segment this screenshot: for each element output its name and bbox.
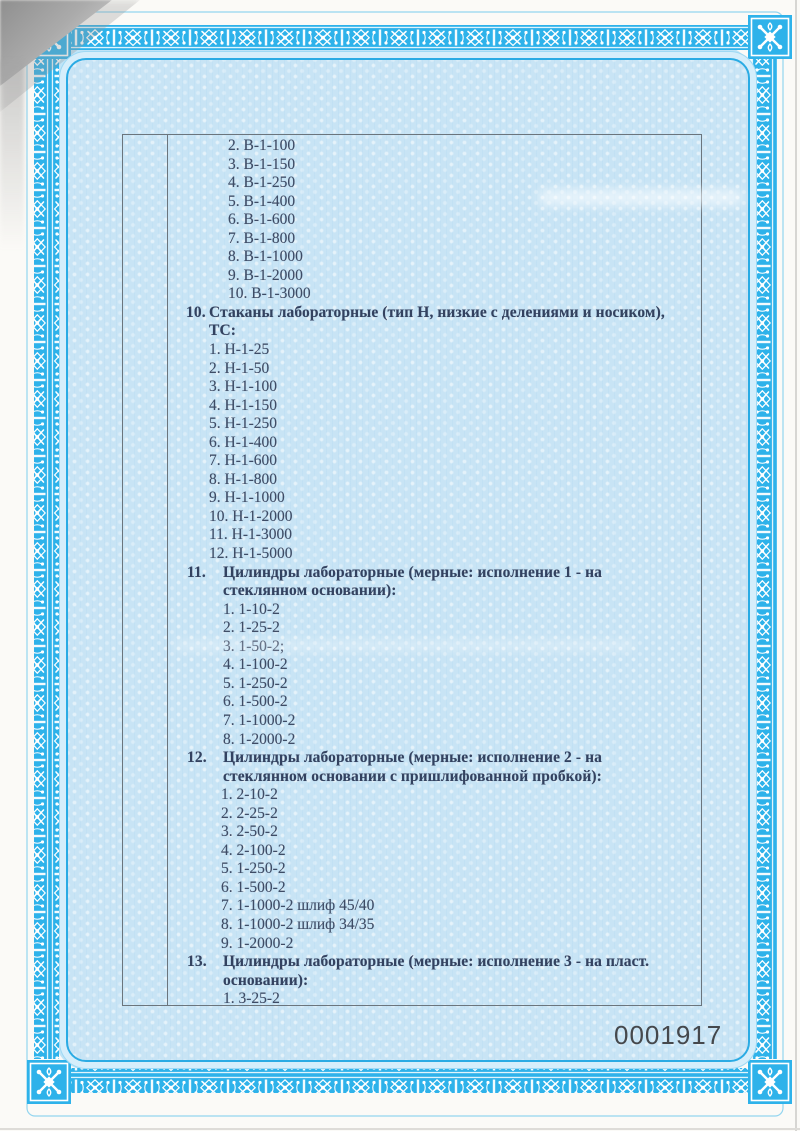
list-item: 7. В-1-800 bbox=[228, 229, 296, 247]
list-item: 4. 1-100-2 bbox=[223, 656, 288, 674]
list-item: 3. 2-50-2 bbox=[221, 823, 278, 841]
list-item: 2. 1-25-2 bbox=[223, 619, 280, 637]
section-number: 12. bbox=[187, 749, 207, 767]
content-table bbox=[122, 134, 702, 1006]
section-header-line: ТС: bbox=[209, 322, 236, 340]
section-header-line: Цилиндры лабораторные (мерные: исполнение 1 - на 11. bbox=[187, 563, 602, 581]
list-item: 5. В-1-400 bbox=[228, 192, 296, 210]
list-item: 5. 1-250-2 bbox=[223, 674, 288, 692]
list-item: 8. 1-1000-2 шлиф 34/35 bbox=[221, 915, 375, 933]
list-item: 4. 2-100-2 bbox=[221, 841, 286, 859]
list-item: 3. 1-50-2; bbox=[223, 637, 285, 655]
certificate-field bbox=[66, 58, 750, 1062]
list-item: 4. В-1-250 bbox=[228, 174, 296, 192]
border-band-right bbox=[752, 59, 777, 1059]
list-item: 10. В-1-3000 bbox=[228, 285, 311, 303]
list-item: 8. В-1-1000 bbox=[228, 248, 303, 266]
list-item: 3. Н-1-100 bbox=[209, 378, 278, 396]
section-number: 13. bbox=[187, 953, 207, 971]
list-item: 5. Н-1-250 bbox=[209, 415, 278, 433]
list-item: 2. Н-1-50 bbox=[209, 359, 270, 377]
list-item: 8. 1-2000-2 bbox=[223, 730, 296, 748]
section-header-line: Цилиндры лабораторные (мерные: исполнение 3 - на пласт. 13. bbox=[187, 953, 650, 971]
list-item: 10. Н-1-2000 bbox=[209, 507, 293, 525]
list-item: 6. Н-1-400 bbox=[209, 433, 278, 451]
section-header-line: Стаканы лабораторные (тип Н, низкие с делениями и носиком), 10. bbox=[186, 303, 665, 321]
section-header-line: стеклянном основании с пришлифованной пробкой): bbox=[223, 767, 602, 785]
list-item: 1. 2-10-2 bbox=[221, 786, 278, 804]
list-item: 9. В-1-2000 bbox=[228, 266, 303, 284]
section-number: 10. bbox=[186, 303, 206, 321]
list-item: 7. Н-1-600 bbox=[209, 452, 278, 470]
list-item: 2. 2-25-2 bbox=[221, 804, 278, 822]
list-item: 11. Н-1-3000 bbox=[209, 526, 292, 544]
border-band-top bbox=[70, 25, 748, 50]
list-item: 6. В-1-600 bbox=[228, 211, 296, 229]
list-item: 5. 1-250-2 bbox=[221, 860, 286, 878]
border-band-bottom bbox=[70, 1068, 748, 1093]
list-item: 3. В-1-150 bbox=[228, 155, 296, 173]
section-header-line: Цилиндры лабораторные (мерные: исполнение 2 - на 12. bbox=[187, 749, 602, 767]
list-item: 4. Н-1-150 bbox=[209, 396, 278, 414]
list-item: 9. 1-2000-2 bbox=[221, 934, 294, 952]
list-item: 8. Н-1-800 bbox=[209, 470, 278, 488]
list-item: 1. 1-10-2 bbox=[223, 600, 280, 618]
list-item: 1. 3-25-2 bbox=[223, 990, 280, 1005]
corner-ornament-top-left bbox=[27, 15, 71, 59]
list-item: 7. 1-1000-2 bbox=[223, 711, 296, 729]
table-left-column bbox=[123, 135, 168, 1005]
list-item: 6. 1-500-2 bbox=[223, 693, 288, 711]
section-header-line: стеклянном основании): bbox=[223, 582, 397, 600]
list-item: 2. В-1-100 bbox=[228, 137, 296, 154]
section-number: 11. bbox=[187, 563, 206, 581]
corner-ornament-top-right bbox=[748, 15, 792, 59]
corner-ornament-bottom-right bbox=[748, 1060, 792, 1104]
item-list bbox=[169, 135, 701, 1005]
list-item: 9. Н-1-1000 bbox=[209, 489, 285, 507]
serial-number: 0001917 bbox=[614, 1020, 723, 1050]
corner-ornament-bottom-left bbox=[27, 1060, 71, 1104]
border-band-left bbox=[34, 59, 59, 1059]
list-item: 7. 1-1000-2 шлиф 45/40 bbox=[221, 897, 375, 915]
list-item: 1. Н-1-25 bbox=[209, 341, 270, 359]
list-item: 6. 1-500-2 bbox=[221, 878, 286, 896]
section-header-line: основании): bbox=[223, 971, 309, 989]
list-item: 12. Н-1-5000 bbox=[209, 545, 293, 563]
